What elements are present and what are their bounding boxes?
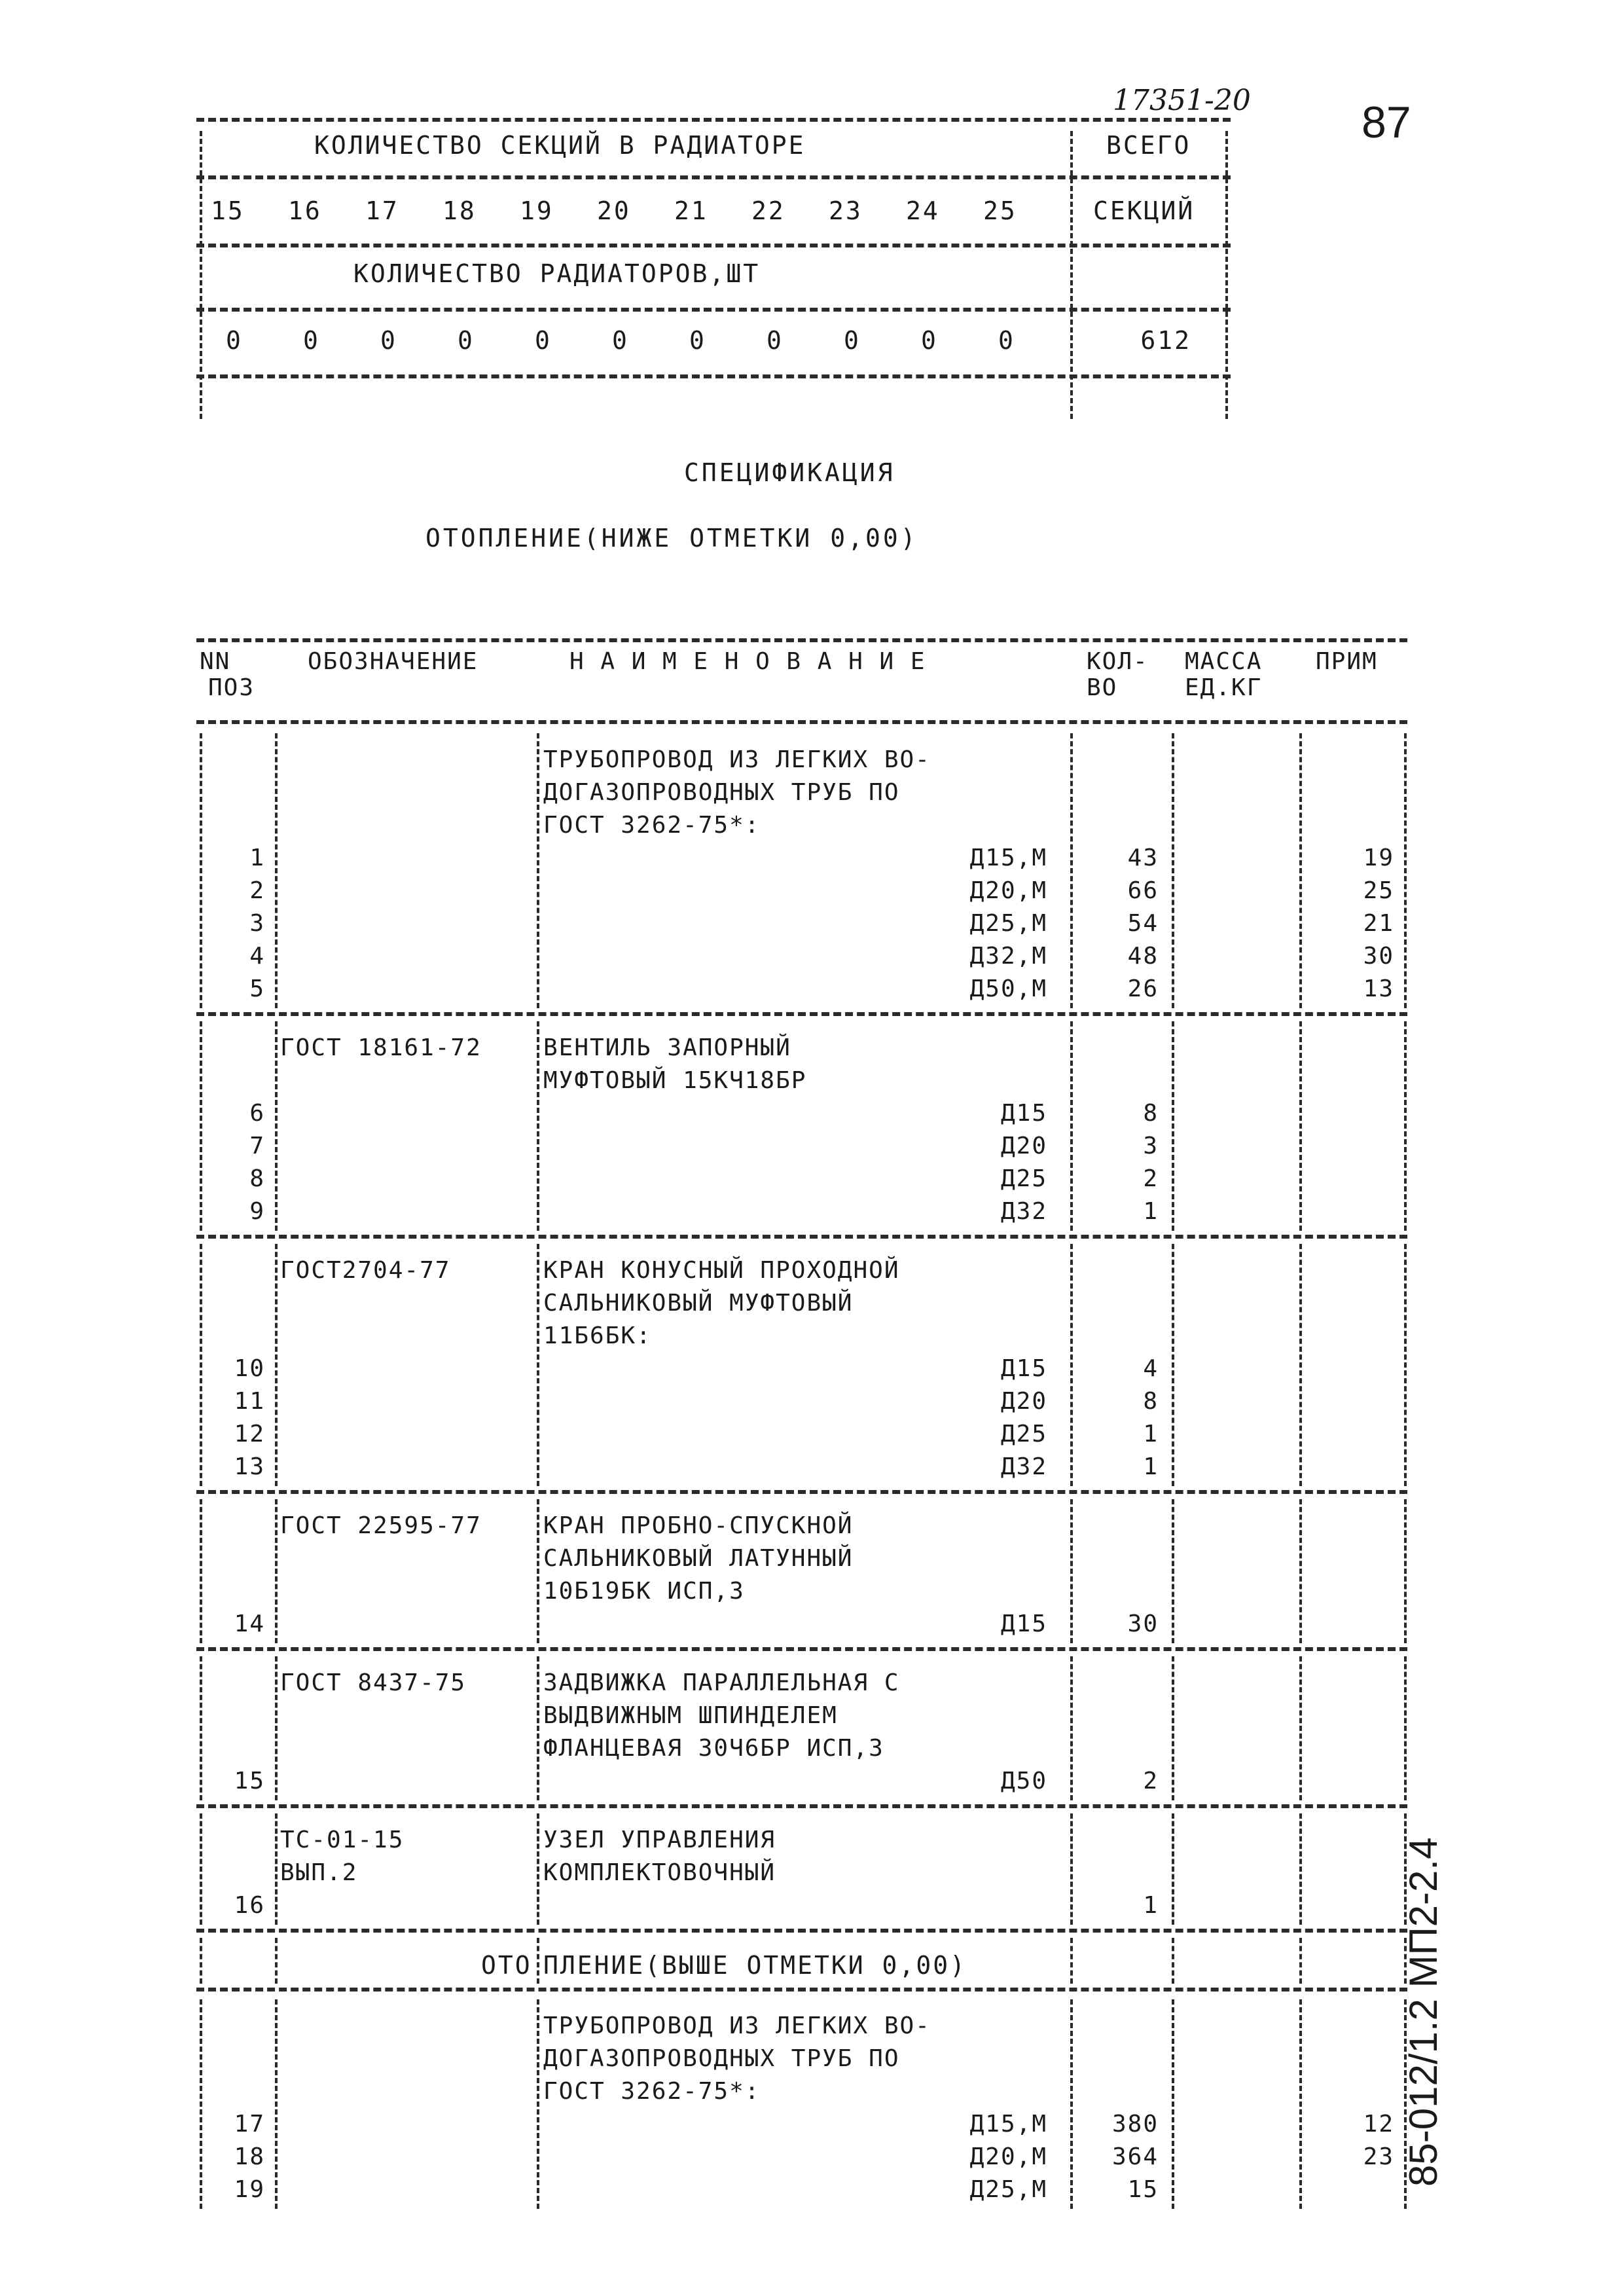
row-size: Д32,М [969,943,1047,970]
row-position: 15 [234,1768,265,1794]
column-divider [275,1938,278,1984]
row-name: ЗАДВИЖКА ПАРАЛЛЕЛЬНАЯ С [543,1669,900,1696]
column-divider [1172,1021,1174,1231]
row-position: 17 [234,2111,265,2137]
column-divider [1299,1813,1302,1925]
row-designation: ГОСТ 22595-77 [280,1512,482,1539]
row-position: 3 [249,910,265,937]
row-quantity: 1 [1143,1198,1159,1225]
row-position: 13 [234,1453,265,1480]
radiator-count: 0 [458,326,475,355]
row-name: ВЫДВИЖНЫМ ШПИНДЕЛЕМ [543,1702,838,1729]
row-name: КОМПЛЕКТОВОЧНЫЙ [543,1859,776,1886]
section-number: 15 [211,196,245,225]
column-divider [1070,1813,1073,1925]
row-divider [196,1235,1407,1239]
row-designation: ТС-01-15 [280,1827,405,1853]
row-position: 7 [249,1133,265,1159]
row-quantity: 66 [1127,877,1159,904]
row-position: 2 [249,877,265,904]
column-divider [1299,1499,1302,1643]
row-name: ГОСТ 3262-75*: [543,2078,761,2105]
row-quantity: 380 [1111,2111,1159,2137]
radiator-count: 0 [998,326,1015,355]
column-divider [1404,1021,1407,1231]
row-position: 19 [234,2176,265,2203]
column-divider [537,1499,539,1643]
column-divider [200,1813,202,1925]
radiator-count: 0 [226,326,243,355]
row-divider [196,1490,1407,1494]
section-number: 24 [906,196,940,225]
column-divider [1404,1499,1407,1643]
header-pos-2: ПОЗ [208,674,255,701]
qty-sections-title: КОЛИЧЕСТВО СЕКЦИЙ В РАДИАТОРЕ [314,131,806,160]
row-position: 6 [249,1100,265,1127]
row-divider [196,1012,1407,1016]
spec-subtitle: ОТОПЛЕНИЕ(НИЖЕ ОТМЕТКИ 0,00) [425,524,918,553]
column-divider [1404,733,1407,1008]
row-quantity: 3 [1143,1133,1159,1159]
row-position: 5 [249,975,265,1002]
header-qty-2: ВО [1087,674,1118,701]
column-divider [275,1999,278,2209]
header-designation: ОБОЗНАЧЕНИЕ [308,648,478,675]
column-divider [537,1938,539,1984]
section-number: 23 [829,196,863,225]
column-divider [1172,1813,1174,1925]
row-size: Д20,М [969,877,1047,904]
column-divider [1299,1244,1302,1486]
row-size: Д25 [1000,1165,1047,1192]
column-divider [1172,1499,1174,1643]
row-quantity: 43 [1127,845,1159,871]
handwritten-code: 17351-20 [1113,84,1251,117]
column-divider [1299,1021,1302,1231]
row-quantity: 8 [1143,1100,1159,1127]
row-quantity: 15 [1127,2176,1159,2203]
row-size: Д25 [1000,1421,1047,1447]
row-quantity: 4 [1143,1355,1159,1382]
row-size: Д15 [1000,1355,1047,1382]
row-size: Д20,М [969,2143,1047,2170]
column-divider [1299,1938,1302,1984]
section-number: 17 [365,196,399,225]
row-quantity: 364 [1111,2143,1159,2170]
column-divider [1172,1999,1174,2209]
column-divider [1299,1656,1302,1800]
section-number: 20 [597,196,631,225]
row-name: ГОСТ 3262-75*: [543,812,761,839]
column-divider [200,1244,202,1486]
row-size: Д32 [1000,1198,1047,1225]
row-note: 30 [1363,943,1394,970]
column-divider [200,1999,202,2209]
subsection-left: ОТО [481,1951,532,1980]
row-note: 21 [1363,910,1394,937]
column-divider [537,1656,539,1800]
spec-title: СПЕЦИФИКАЦИЯ [684,458,895,487]
column-divider [200,1021,202,1231]
row-name: ФЛАНЦЕВАЯ 30Ч6БР ИСП,3 [543,1735,884,1762]
total-title: ВСЕГО [1106,131,1191,160]
row-name: ДОГАЗОПРОВОДНЫХ ТРУБ ПО [543,779,900,806]
header-note: ПРИМ [1316,648,1378,675]
row-position: 9 [249,1198,265,1225]
row-position: 14 [234,1610,265,1637]
header-mass-1: МАССА [1185,648,1263,675]
row-position: 4 [249,943,265,970]
row-name: УЗЕЛ УПРАВЛЕНИЯ [543,1827,776,1853]
sections-title: СЕКЦИЙ [1093,196,1195,225]
row-position: 16 [234,1892,265,1919]
row-quantity: 1 [1143,1421,1159,1447]
row-size: Д25,М [969,910,1047,937]
row-name: 11Б6БК: [543,1322,652,1349]
column-divider [537,1813,539,1925]
row-quantity: 54 [1127,910,1159,937]
row-position: 11 [234,1388,265,1415]
column-divider [275,1244,278,1486]
row-designation: ГОСТ 8437-75 [280,1669,467,1696]
row-position: 1 [249,845,265,871]
column-divider [275,1499,278,1643]
row-note: 19 [1363,845,1394,871]
column-divider [275,1656,278,1800]
row-divider [196,1804,1407,1808]
row-size: Д50,М [969,975,1047,1002]
column-divider [1172,733,1174,1008]
row-position: 10 [234,1355,265,1382]
row-position: 18 [234,2143,265,2170]
page-number: 87 [1362,98,1411,147]
radiator-count: 0 [689,326,706,355]
row-size: Д15 [1000,1610,1047,1637]
column-divider [1070,733,1073,1008]
column-divider [1172,1656,1174,1800]
row-position: 12 [234,1421,265,1447]
section-number: 21 [674,196,708,225]
row-size: Д20 [1000,1133,1047,1159]
row-divider [196,1988,1407,1992]
column-divider [1172,1938,1174,1984]
column-divider [1070,1021,1073,1231]
row-note: 13 [1363,975,1394,1002]
column-divider [275,1021,278,1231]
column-divider [537,733,539,1008]
column-divider [1299,733,1302,1008]
row-name: ДОГАЗОПРОВОДНЫХ ТРУБ ПО [543,2045,900,2072]
column-divider [537,1021,539,1231]
column-divider [200,1938,202,1984]
row-designation: ГОСТ 18161-72 [280,1034,482,1061]
row-size: Д15,М [969,2111,1047,2137]
header-mass-2: ЕД.КГ [1185,674,1263,701]
row-quantity: 26 [1127,975,1159,1002]
column-divider [1299,1999,1302,2209]
row-name: САЛЬНИКОВЫЙ МУФТОВЫЙ [543,1290,854,1317]
row-name: САЛЬНИКОВЫЙ ЛАТУННЫЙ [543,1545,854,1572]
column-divider [275,733,278,1008]
column-divider [1172,1244,1174,1486]
section-number: 16 [288,196,322,225]
radiator-count: 0 [380,326,397,355]
header-name: Н А И М Е Н О В А Н И Е [569,648,926,675]
section-number: 25 [983,196,1017,225]
qty-radiators-title: КОЛИЧЕСТВО РАДИАТОРОВ,ШТ [353,259,761,288]
row-name: 10Б19БК ИСП,3 [543,1578,745,1605]
row-note: 25 [1363,877,1394,904]
radiator-count: 0 [303,326,320,355]
radiator-count: 0 [767,326,784,355]
row-quantity: 8 [1143,1388,1159,1415]
row-size: Д15 [1000,1100,1047,1127]
row-quantity: 2 [1143,1165,1159,1192]
column-divider [1404,1244,1407,1486]
radiator-count: 0 [844,326,861,355]
row-quantity: 1 [1143,1453,1159,1480]
row-name: ТРУБОПРОВОД ИЗ ЛЕГКИХ ВО- [543,746,931,773]
column-divider [537,1999,539,2209]
row-name: КРАН ПРОБНО-СПУСКНОЙ [543,1512,854,1539]
row-size: Д32 [1000,1453,1047,1480]
total-value: 612 [1140,326,1191,355]
row-quantity: 1 [1143,1892,1159,1919]
column-divider [1070,1999,1073,2209]
column-divider [1070,1938,1073,1984]
column-divider [1070,1656,1073,1800]
column-divider [1404,1656,1407,1800]
column-divider [537,1244,539,1486]
row-note: 12 [1363,2111,1394,2137]
section-number: 22 [751,196,785,225]
row-name: ВЕНТИЛЬ ЗАПОРНЫЙ [543,1034,791,1061]
row-size: Д15,М [969,845,1047,871]
radiator-count: 0 [535,326,552,355]
radiator-count: 0 [612,326,629,355]
subsection-right: ПЛЕНИЕ(ВЫШЕ ОТМЕТКИ 0,00) [543,1951,967,1980]
section-number: 18 [442,196,477,225]
column-divider [1070,1244,1073,1486]
row-size: Д25,М [969,2176,1047,2203]
column-divider [200,733,202,1008]
column-divider [200,1656,202,1800]
header-qty-1: КОЛ- [1087,648,1149,675]
row-size: Д20 [1000,1388,1047,1415]
side-stamp: 85-012/1.2 МП2-2.4 [1401,1837,1445,2187]
row-name: МУФТОВЫЙ 15КЧ18БР [543,1067,807,1094]
row-size: Д50 [1000,1768,1047,1794]
row-divider [196,1929,1407,1933]
radiator-count: 0 [921,326,938,355]
row-quantity: 2 [1143,1768,1159,1794]
row-designation: ГОСТ2704-77 [280,1257,451,1284]
section-number: 19 [520,196,554,225]
row-quantity: 30 [1127,1610,1159,1637]
row-name: ТРУБОПРОВОД ИЗ ЛЕГКИХ ВО- [543,2012,931,2039]
column-divider [275,1813,278,1925]
row-divider [196,1647,1407,1651]
row-quantity: 48 [1127,943,1159,970]
header-pos-1: NN [200,648,231,675]
row-designation: ВЫП.2 [280,1859,358,1886]
column-divider [200,1499,202,1643]
row-position: 8 [249,1165,265,1192]
column-divider [1070,1499,1073,1643]
row-name: КРАН КОНУСНЫЙ ПРОХОДНОЙ [543,1257,900,1284]
row-note: 23 [1363,2143,1394,2170]
